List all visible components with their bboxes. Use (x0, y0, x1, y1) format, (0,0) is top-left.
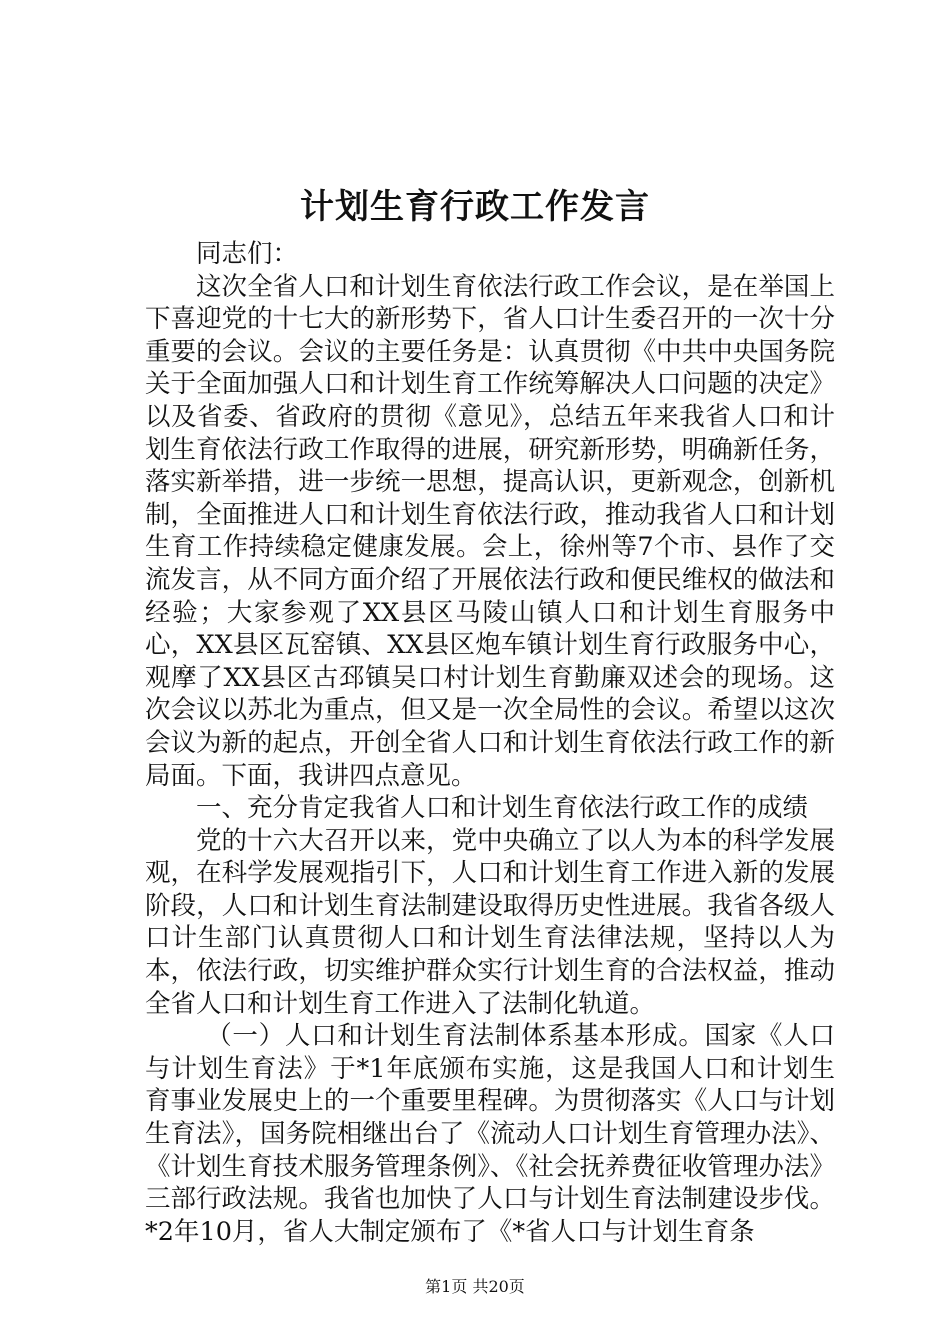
page-footer: 第1页 共20页 (425, 1277, 525, 1296)
intro-paragraph: 这次全省人口和计划生育依法行政工作会议，是在举国上下喜迎党的十七大的新形势下，省人口计生委召开的一次十分重要的会议。会议的主要任务是：认真贯彻《中共中央国务院关于全面加强人口和计划生育工作统筹解决人口问题的决定》以及省委、省政府的贯彻《意见》，总结五年来我省人口和计划生育依法行政工作取得的进展，研究新形势，明确新任务，落实新举措，进一步统一思想，提高认识，更新观念，创新机制，全面推进人口和计划生育依法行政，推动我省人口和计划生育工作持续稳定健康发展。会上，徐州等7个市、县作了交流发言，从不同方面介绍了开展依法行政和便民维权的做法和经验；大家参观了XX县区马陵山镇人口和计划生育服务中心，XX县区瓦窑镇、XX县区炮车镇计划生育行政服务中心，观摩了XX县区古邳镇吴口村计划生育勤廉双述会的现场。这次会议以苏北为重点，但又是一次全局性的会议。希望以这次会议为新的起点，开创全省人口和计划生育依法行政工作的新局面。下面，我讲四点意见。 (145, 271, 835, 791)
salutation-paragraph: 同志们： (196, 239, 299, 269)
document-body (145, 238, 835, 1248)
section-paragraph: 党的十六大召开以来，党中央确立了以人为本的科学发展观，在科学发展观指引下，人口和计划生育工作进入新的发展阶段，人口和计划生育法制建设取得历史性进展。我省各级人口计生部门认真贯彻人口和计划生育法律法规，坚持以人为本，依法行政，切实维护群众实行计划生育的合法权益，推动全省人口和计划生育工作进入了法制化轨道。 (145, 825, 835, 1019)
section-heading: 一、充分肯定我省人口和计划生育依法行政工作的成绩 (196, 793, 809, 824)
subsection-paragraph: （一）人口和计划生育法制体系基本形成。国家《人口与计划生育法》于*1年底颁布实施，这是我国人口和计划生育事业发展史上的一个重要里程碑。为贯彻落实《人口与计划生育法》，国务院相继出台了《流动人口计划生育管理办法》、《计划生育技术服务管理条例》、《社会抚养费征收管理办法》三部行政法规。我省也加快了人口与计划生育法制建设步伐。*2年10月，省人大制定颁布了《*省人口与计划生育条 (145, 1021, 835, 1247)
document-title: 计划生育行政工作发言 (300, 187, 650, 227)
